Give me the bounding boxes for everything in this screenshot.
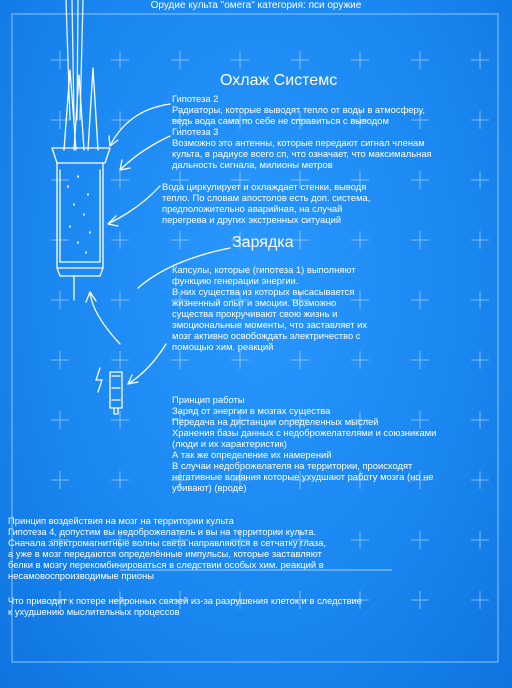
page-header: Орудие культа "омега" категория: пси оружие — [150, 0, 362, 11]
influence-text: Принцип воздействия на мозг на территории культа Гипотеза 4, допустим вы недоброжелатель и вы на территории культа. Сначала электромагнитные волны света направляются в сетчатку глаза, а уже в мозг передаются определённые импульсы, которые заставляют белки в мозгу перекомбинироваться в следствии особых хим. реакций в несамовоспроизводимые прионы — [8, 515, 327, 581]
charging-text: Капсулы, которые (гипотеза 1) выполняют функцию генерации энергии. В них существа из которых высасывается жизненный опыт и эмоции. Возможно существа прокручивают свою жизнь и эмоциональные моменты, что заставляет их мозг активно освобождать электричество с помощью хим. реакций — [172, 264, 368, 352]
capsule-sketch — [96, 368, 122, 414]
influence-conclusion: Что приводит к потере нейронных связей из-за разрушения клеток и в следствие к ухудшению мыслительных процессов — [8, 595, 363, 617]
cooling-hypotheses: Гипотеза 2 Радиаторы, которые выводят тепло от воды в атмосферу, ведь вода сама по себе не справиться с выводом Гипотеза 3 Возможно это антенны, которые передают сигнал членам культа, в радиусе всего сп, что означает, что максимальная дальность сигнала, милионы метров — [172, 93, 432, 170]
charging-title: Зарядка — [232, 234, 294, 251]
principle-text: Принцип работы Заряд от энергии в мозгах существа Передача на дистанции определенных мыслей Хранения базы данных с недоброжелателями и союзниками (люди и их характеристик) А так же определение их намерений В случаи недоброжелателя на территории, происходят негативные влияния которые ухудшают работу мозга (но не убивают) (вроде) — [172, 394, 437, 493]
cooling-water-note: Вода циркулирует и охлаждает стенки, выводя тепло. По словам апостолов есть доп. система, предположительно аварийная, на случай перегрева и других экстренных ситуаций — [162, 181, 371, 225]
cult-device-sketch — [52, 148, 110, 276]
cooling-title: Охлаж Системс — [220, 72, 338, 89]
